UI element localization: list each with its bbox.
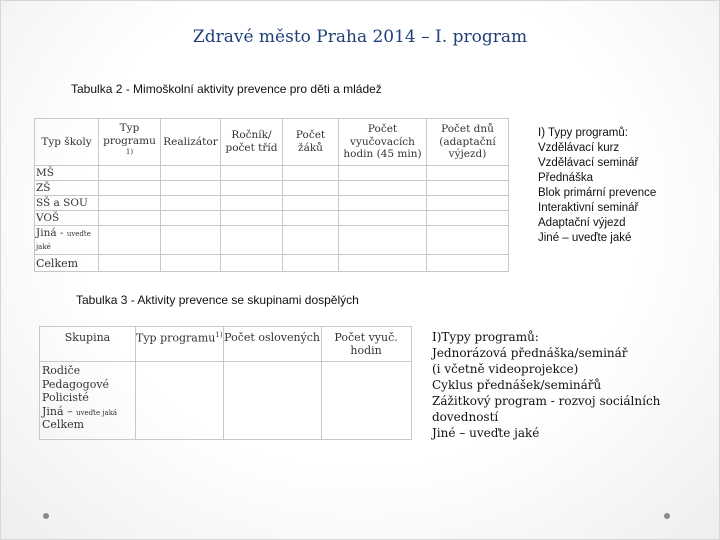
th-pocet-zaku (283, 119, 339, 166)
cell (427, 226, 509, 255)
th-pocet-dnu (427, 119, 509, 166)
table-row (35, 196, 509, 211)
th-rocnik-line2: počet tříd (225, 142, 278, 154)
table3-caption: Tabulka 3 - Aktivity prevence se skupinami dospělých (76, 293, 359, 307)
cell (161, 226, 221, 255)
cell (427, 166, 509, 181)
cell (427, 211, 509, 226)
th-pocet-hodin-line2: hodin (45 min) (343, 148, 422, 161)
th-pocet-hodin-line1: Počet vyuč. (334, 331, 398, 344)
list-item: Jiné – uveďte jaké (432, 425, 540, 440)
decorative-dot-right (664, 513, 670, 519)
table-row (35, 211, 509, 226)
th-pocet-oslovenych-label: Počet oslovených (224, 331, 320, 344)
list-item: Jednorázová přednáška/seminář (432, 345, 628, 360)
cell (283, 226, 339, 255)
th-pocet-hodin-line1: Počet vyučovacích (350, 123, 415, 148)
cell (221, 196, 283, 211)
row-label-jina-hint: uveďte jaká (76, 408, 118, 417)
th-pocet-zaku-label: Počet žáků (295, 129, 326, 154)
th-pocet-hodin (339, 119, 427, 166)
th-typ-programu-label: Typ programu (136, 331, 216, 345)
list-item: Blok primární prevence (538, 186, 657, 199)
table-row (35, 226, 509, 255)
cell (427, 196, 509, 211)
cell (99, 211, 161, 226)
row-label-jina-text: Jiná – (42, 404, 77, 418)
th-typ-programu-word: programu (103, 134, 156, 147)
cell (161, 181, 221, 196)
cell (99, 226, 161, 255)
list-item: Adaptační výjezd (538, 216, 626, 229)
decorative-dot-left (43, 513, 49, 519)
program-types-heading: I)Typy programů: (432, 330, 539, 344)
list-item: Vzdělávací seminář (538, 156, 639, 169)
row-label-jine-hint: uveďte (66, 229, 91, 238)
cell (161, 166, 221, 181)
table3 (39, 326, 412, 440)
th-realizator-label: Realizátor (163, 135, 218, 148)
cell (283, 181, 339, 196)
row-label-vos: VOŠ (35, 211, 99, 226)
th-rocnik (221, 119, 283, 166)
cell (321, 362, 411, 440)
cell (221, 211, 283, 226)
cell (99, 196, 161, 211)
table3-header-row (40, 327, 412, 362)
table2-program-types (538, 126, 656, 246)
th-typ-skoly (35, 119, 99, 166)
cell (221, 181, 283, 196)
row-label-jina (42, 405, 135, 419)
cell (99, 181, 161, 196)
list-item: Interaktivní seminář (538, 201, 639, 214)
cell (99, 166, 161, 181)
cell (223, 362, 321, 440)
row-label-policiste: Policisté (42, 391, 89, 405)
cell (339, 255, 427, 272)
cell (99, 255, 161, 272)
cell (283, 196, 339, 211)
table2-header-row (35, 119, 509, 166)
th-pocet-dnu-line1: Počet dnů (441, 123, 494, 136)
table2-caption: Tabulka 2 - Mimoškolní aktivity prevence pro děti a mládež (71, 82, 382, 96)
th-pocet-oslovenych (223, 327, 321, 362)
cell (427, 181, 509, 196)
cell (339, 181, 427, 196)
row-label-celkem: Celkem (35, 255, 99, 272)
list-item: dovedností (432, 409, 499, 424)
cell (339, 226, 427, 255)
th-typ-programu (136, 327, 224, 362)
row-label-rodice: Rodiče (42, 364, 81, 377)
table-row (40, 362, 412, 440)
cell (427, 255, 509, 272)
row-label-jine-text: Jiná - (36, 226, 67, 239)
list-item: Přednáška (538, 171, 593, 184)
slide-title: Zdravé město Praha 2014 – I. program (192, 27, 528, 47)
cell (283, 166, 339, 181)
th-typ-skoly-label: Typ školy (41, 135, 92, 148)
table-row (35, 181, 509, 196)
th-typ-programu (99, 119, 161, 166)
row-label-celkem: Celkem (42, 418, 85, 432)
th-skupina (40, 327, 136, 362)
list-item: (i včetně videoprojekce) (432, 361, 579, 376)
row-label-zs: ZŠ (35, 181, 99, 196)
th-pocet-dnu-line2: (adaptační (439, 135, 496, 148)
th-typ-programu-line1: Typ (119, 122, 140, 135)
table-row (35, 166, 509, 181)
cell (221, 166, 283, 181)
cell (221, 255, 283, 272)
cell (161, 196, 221, 211)
cell (283, 255, 339, 272)
row-label-jine (35, 226, 99, 255)
th-pocet-dnu-line3: výjezd) (448, 148, 487, 161)
th-rocnik-line1: Ročník/ (231, 129, 272, 142)
list-item: Zážitkový program - rozvoj sociálních (432, 393, 661, 408)
th-typ-programu-footnote: 1) (215, 331, 223, 339)
cell (161, 255, 221, 272)
row-labels (40, 362, 136, 440)
table3-program-types (432, 330, 660, 442)
cell (161, 211, 221, 226)
cell (339, 166, 427, 181)
list-item: Cyklus přednášek/seminářů (432, 377, 602, 392)
row-label-ss-sou: SŠ a SOU (35, 196, 99, 211)
row-label-jine-hint2: jaké (36, 243, 51, 251)
row-label-ms: MŠ (35, 166, 99, 181)
th-realizator (161, 119, 221, 166)
cell (339, 196, 427, 211)
cell (136, 362, 224, 440)
program-types-heading: I) Typy programů: (538, 127, 628, 139)
th-skupina-label: Skupina (64, 331, 111, 344)
th-typ-programu-footnote: 1) (125, 147, 134, 156)
th-pocet-hodin-line2: hodin (350, 344, 382, 358)
list-item: Vzdělávací kurz (538, 141, 620, 154)
th-pocet-hodin (321, 327, 411, 362)
th-typ-programu-line2 (99, 135, 160, 162)
list-item: Jiné – uveďte jaké (538, 231, 632, 244)
table2 (34, 118, 509, 272)
cell (283, 211, 339, 226)
cell (221, 226, 283, 255)
row-label-pedagogove: Pedagogové (42, 377, 110, 391)
table-row (35, 255, 509, 272)
cell (339, 211, 427, 226)
